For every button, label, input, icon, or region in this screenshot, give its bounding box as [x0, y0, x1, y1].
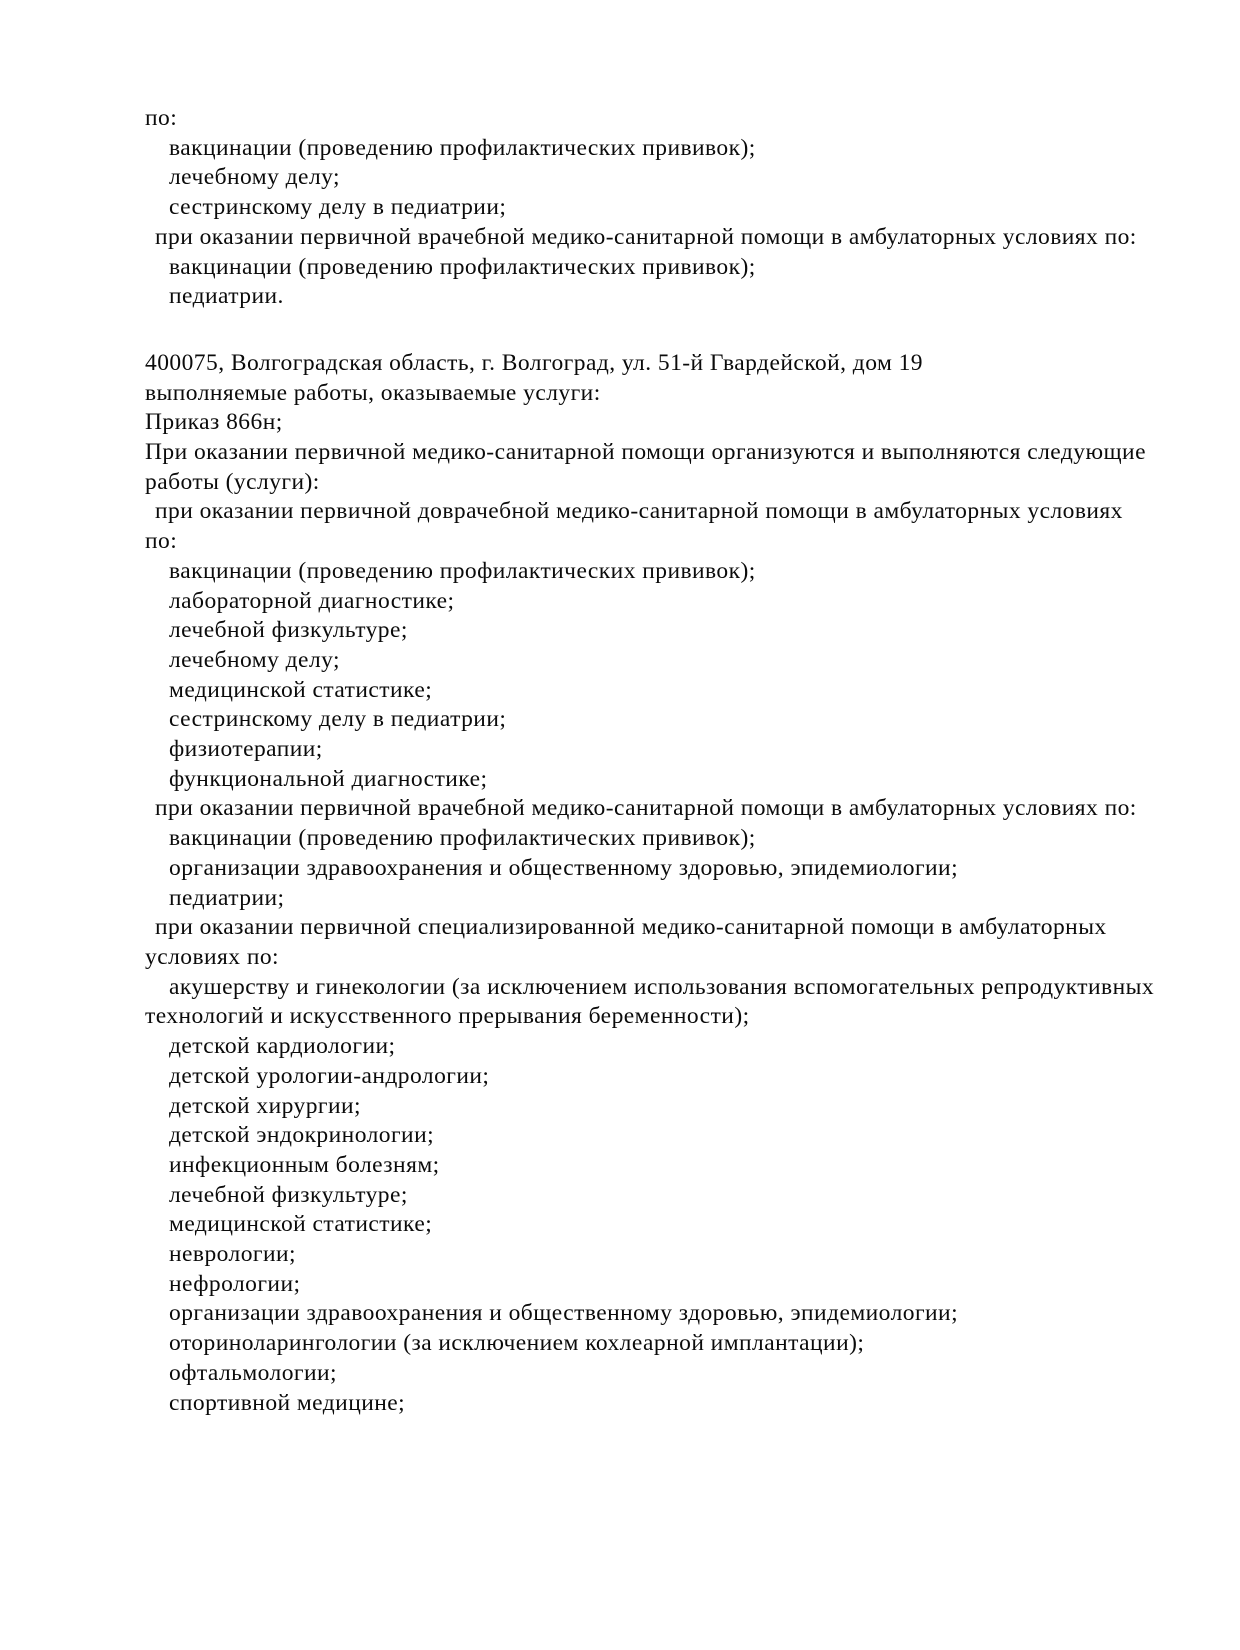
text-line: детской урологии-андрологии;: [169, 1062, 490, 1089]
text-line: работы (услуги):: [145, 468, 320, 495]
text-line: инфекционным болезням;: [169, 1151, 440, 1178]
text-line: при оказании первичной врачебной медико-санитарной помощи в амбулаторных условиях по:: [155, 795, 1137, 822]
text-line: при оказании первичной специализированной медико-санитарной помощи в амбулаторных: [155, 914, 1107, 941]
document-text-block: [145, 104, 1185, 1418]
text-line: лечебной физкультуре;: [169, 617, 408, 644]
text-line: при оказании первичной врачебной медико-санитарной помощи в амбулаторных условиях по:: [155, 223, 1137, 250]
text-line: сестринскому делу в педиатрии;: [169, 706, 507, 733]
text-line: При оказании первичной медико-санитарной помощи организуются и выполняются следующие: [145, 439, 1146, 466]
blank-line: [145, 312, 1185, 349]
text-line: при оказании первичной доврачебной медико-санитарной помощи в амбулаторных условиях: [155, 498, 1123, 525]
text-line: по:: [145, 528, 178, 555]
text-line: Приказ 866н;: [145, 409, 283, 436]
text-line: функциональной диагностике;: [169, 765, 488, 792]
text-line: вакцинации (проведению профилактических прививок);: [169, 557, 756, 584]
text-line: детской кардиологии;: [169, 1033, 396, 1060]
text-line: офтальмологии;: [169, 1359, 338, 1386]
text-line: лечебной физкультуре;: [169, 1181, 408, 1208]
text-line: детской хирургии;: [169, 1092, 362, 1119]
text-line: акушерству и гинекологии (за исключением использования вспомогательных репродуктивных: [169, 973, 1155, 1000]
text-line: оториноларингологии (за исключением кохлеарной имплантации);: [169, 1330, 865, 1357]
text-line: организации здравоохранения и общественному здоровью, эпидемиологии;: [169, 1300, 959, 1327]
text-line: нефрологии;: [169, 1270, 301, 1297]
text-line: детской эндокринологии;: [169, 1122, 435, 1149]
text-line: вакцинации (проведению профилактических прививок);: [169, 253, 756, 280]
text-line: условиях по:: [145, 943, 280, 970]
text-line: сестринскому делу в педиатрии;: [169, 194, 507, 221]
text-line: спортивной медицине;: [169, 1389, 406, 1416]
text-line: по:: [145, 105, 178, 131]
text-line: выполняемые работы, оказываемые услуги:: [145, 379, 601, 406]
text-line: педиатрии.: [169, 283, 284, 310]
text-line: технологий и искусственного прерывания беременности);: [145, 1003, 750, 1030]
text-line: медицинской статистике;: [169, 676, 433, 703]
text-line: 400075, Волгоградская область, г. Волгоград, ул. 51-й Гвардейской, дом 19: [145, 349, 923, 376]
text-line: педиатрии;: [169, 884, 285, 911]
text-line: лабораторной диагностике;: [169, 587, 455, 614]
text-line: медицинской статистике;: [169, 1211, 433, 1238]
text-line: вакцинации (проведению профилактических прививок);: [169, 134, 756, 161]
text-line: организации здравоохранения и общественному здоровью, эпидемиологии;: [169, 854, 959, 881]
text-line: неврологии;: [169, 1241, 297, 1268]
text-line: лечебному делу;: [169, 646, 340, 673]
text-line: физиотерапии;: [169, 736, 323, 763]
text-line: лечебному делу;: [169, 164, 340, 191]
text-line: вакцинации (проведению профилактических прививок);: [169, 825, 756, 852]
